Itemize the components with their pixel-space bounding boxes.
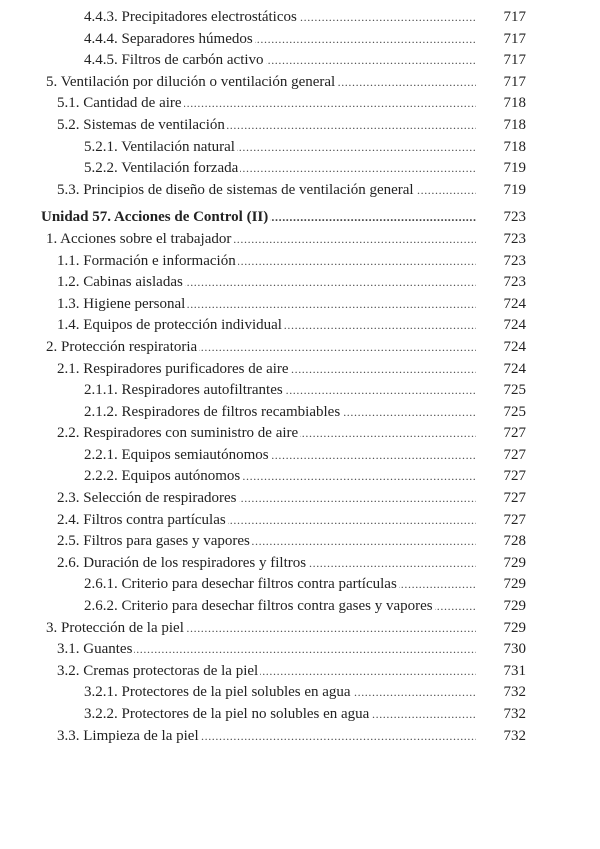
toc-entry-title xyxy=(84,50,476,72)
entry-title-text: 3. Protección de la piel xyxy=(46,619,184,636)
toc-page-number: 718 xyxy=(503,116,526,133)
toc-entry-title xyxy=(57,531,476,553)
entry-title-text: 2.2.2. Equipos autónomos xyxy=(84,468,241,485)
toc-entry-title xyxy=(84,380,476,402)
entry-title-text: 2.6.1. Criterio para desechar filtros contra partículas xyxy=(84,576,397,593)
toc-entry-title xyxy=(46,618,476,640)
toc-page-number: 724 xyxy=(503,295,526,312)
toc-page-number: 729 xyxy=(503,576,526,593)
toc-entry-title xyxy=(84,574,476,596)
toc-entry xyxy=(0,639,600,661)
toc-entry-title xyxy=(84,466,476,488)
toc-page-number: 717 xyxy=(503,73,526,90)
toc-page-number: 729 xyxy=(503,598,526,615)
toc-entry xyxy=(0,466,600,488)
entry-title-text: 1.3. Higiene personal xyxy=(57,295,186,312)
toc-entry-title xyxy=(57,488,476,510)
toc-entry xyxy=(0,488,600,510)
toc-entry xyxy=(0,115,600,137)
toc-entry-title xyxy=(84,596,476,618)
entry-title-text: 3.3. Limpieza de la piel xyxy=(57,727,199,744)
entry-title-text: 3.2.1. Protectores de la piel solubles en agua xyxy=(84,684,351,701)
entry-title-text: 2.2. Respiradores con suministro de aire xyxy=(57,425,299,442)
toc-entry xyxy=(0,158,600,180)
toc-entry xyxy=(0,445,600,467)
toc-entry xyxy=(0,93,600,115)
entry-title-text: 4.4.5. Filtros de carbón activo xyxy=(84,52,264,69)
toc-entry-title xyxy=(57,661,476,683)
entry-title-text: 2.1. Respiradores purificadores de aire xyxy=(57,360,289,377)
toc-page-number: 723 xyxy=(503,209,526,226)
toc-page-number: 732 xyxy=(503,684,526,701)
toc-entry-title xyxy=(84,445,476,467)
toc-entry xyxy=(0,72,600,94)
entry-title-text: 5.2.2. Ventilación forzada xyxy=(84,160,239,177)
entry-title-text: 3.1. Guantes xyxy=(57,641,133,658)
toc-entry-title xyxy=(57,553,476,575)
toc-entry-title xyxy=(57,272,476,294)
toc-entry-title xyxy=(46,72,476,94)
toc-entry-title xyxy=(46,229,476,251)
toc-entry xyxy=(0,510,600,532)
toc-page-number: 729 xyxy=(503,554,526,571)
toc-entry xyxy=(0,294,600,316)
toc-entry xyxy=(0,272,600,294)
toc-page-number: 728 xyxy=(503,533,526,550)
toc-entry xyxy=(0,50,600,72)
toc-entry-title xyxy=(84,158,476,180)
entry-title-text: 2.3. Selección de respiradores xyxy=(57,490,237,507)
toc-entry-title xyxy=(84,29,476,51)
toc-entry-title xyxy=(57,180,476,202)
entry-title-text: 1.4. Equipos de protección individual xyxy=(57,317,282,334)
toc-page-number: 723 xyxy=(503,274,526,291)
toc-entry xyxy=(0,251,600,273)
toc-page-number: 723 xyxy=(503,230,526,247)
toc-entry xyxy=(0,661,600,683)
entry-title-text: 1. Acciones sobre el trabajador xyxy=(46,230,232,247)
toc-entry-title xyxy=(57,251,476,273)
toc-page-number: 724 xyxy=(503,360,526,377)
table-of-contents xyxy=(0,7,600,747)
toc-page-number: 727 xyxy=(503,425,526,442)
toc-entry-title xyxy=(84,682,476,704)
toc-page-number: 724 xyxy=(503,338,526,355)
entry-title-text: 2.2.1. Equipos semiautónomos xyxy=(84,446,269,463)
toc-entry-title xyxy=(57,726,476,748)
toc-unit-heading xyxy=(0,207,600,229)
toc-entry xyxy=(0,229,600,251)
toc-entry xyxy=(0,618,600,640)
entry-title-text: 2.6. Duración de los respiradores y filtros xyxy=(57,554,307,571)
toc-page-number: 717 xyxy=(503,30,526,47)
toc-page-number: 727 xyxy=(503,468,526,485)
toc-entry xyxy=(0,726,600,748)
toc-entry-title xyxy=(57,93,476,115)
toc-entry-title xyxy=(46,337,476,359)
toc-entry xyxy=(0,596,600,618)
entry-title-text: 5. Ventilación por dilución o ventilación general xyxy=(46,73,336,90)
entry-title-text: 4.4.4. Separadores húmedos xyxy=(84,30,253,47)
toc-entry xyxy=(0,553,600,575)
toc-entry-title xyxy=(84,704,476,726)
toc-page-number: 724 xyxy=(503,317,526,334)
toc-entry-title xyxy=(57,423,476,445)
toc-entry xyxy=(0,574,600,596)
toc-entry xyxy=(0,704,600,726)
toc-page-number: 719 xyxy=(503,181,526,198)
toc-entry xyxy=(0,402,600,424)
toc-page-number: 731 xyxy=(503,662,526,679)
toc-page-number: 732 xyxy=(503,727,526,744)
entry-title-text: 2.5. Filtros para gases y vapores xyxy=(57,533,250,550)
toc-entry xyxy=(0,315,600,337)
entry-title-text: 1.1. Formación e información xyxy=(57,252,236,269)
entry-title-text: 5.2.1. Ventilación natural xyxy=(84,138,235,155)
entry-title-text: 3.2.2. Protectores de la piel no solubles en agua xyxy=(84,706,370,722)
entry-title-text: 5.2. Sistemas de ventilación xyxy=(57,116,225,133)
toc-entry-title xyxy=(57,115,476,137)
toc-entry xyxy=(0,531,600,553)
entry-title-text: 2.4. Filtros contra partículas xyxy=(57,511,226,528)
toc-entry xyxy=(0,423,600,445)
toc-entry-title xyxy=(84,402,476,424)
toc-entry xyxy=(0,137,600,159)
toc-entry-title xyxy=(57,315,476,337)
toc-page-number: 727 xyxy=(503,446,526,463)
toc-page-number: 723 xyxy=(503,252,526,269)
toc-page-number: 718 xyxy=(503,138,526,155)
toc-page-number: 727 xyxy=(503,490,526,507)
toc-page-number: 725 xyxy=(503,403,526,420)
toc-page-number: 718 xyxy=(503,95,526,112)
toc-page-number: 717 xyxy=(503,9,526,25)
toc-page-number: 732 xyxy=(503,706,526,722)
toc-page-number: 717 xyxy=(503,52,526,69)
entry-title-text: Unidad 57. Acciones de Control (II) xyxy=(41,209,269,226)
toc-entry-title xyxy=(84,7,476,29)
entry-title-text: 3.2. Cremas protectoras de la piel xyxy=(57,662,259,679)
toc-page-number: 719 xyxy=(503,160,526,177)
toc-entry-title xyxy=(57,359,476,381)
entry-title-text: 2.1.2. Respiradores de filtros recambiables xyxy=(84,403,341,420)
entry-title-text: 5.3. Principios de diseño de sistemas de ventilación general xyxy=(57,181,414,198)
entry-title-text: 1.2. Cabinas aisladas xyxy=(57,274,183,291)
toc-page-number: 725 xyxy=(503,382,526,399)
toc-entry xyxy=(0,359,600,381)
entry-title-text: 4.4.3. Precipitadores electrostáticos xyxy=(84,9,297,25)
toc-entry xyxy=(0,380,600,402)
toc-entry-title xyxy=(57,639,476,661)
toc-entry-title xyxy=(57,510,476,532)
toc-entry xyxy=(0,7,600,29)
toc-entry-title xyxy=(84,137,476,159)
entry-title-text: 2. Protección respiratoria xyxy=(46,338,198,355)
entry-title-text: 2.6.2. Criterio para desechar filtros contra gases y vapores xyxy=(84,598,433,615)
entry-title-text: 2.1.1. Respiradores autofiltrantes xyxy=(84,382,283,399)
toc-page-number: 727 xyxy=(503,511,526,528)
toc-entry xyxy=(0,682,600,704)
toc-entry-title xyxy=(57,294,476,316)
toc-page-number: 730 xyxy=(503,641,526,658)
toc-entry-title xyxy=(41,207,476,229)
entry-title-text: 5.1. Cantidad de aire xyxy=(57,95,182,112)
toc-entry xyxy=(0,180,600,202)
toc-entry xyxy=(0,29,600,51)
toc-entry xyxy=(0,337,600,359)
toc-page-number: 729 xyxy=(503,619,526,636)
